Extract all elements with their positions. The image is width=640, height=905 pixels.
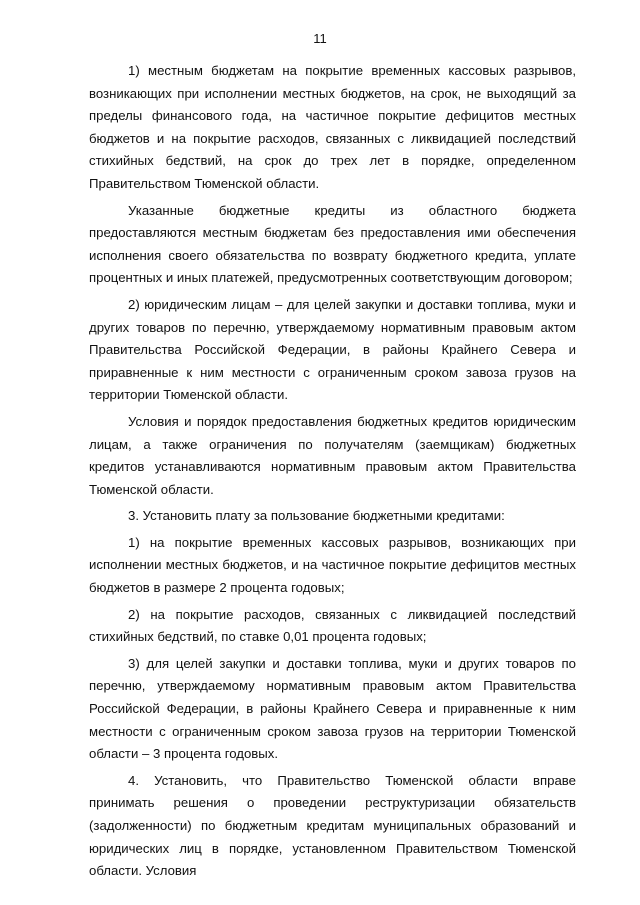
paragraph-credit-conditions: Условия и порядок предоставления бюджетных кредитов юридическим лицам, а также ограничения по получателям (заемщикам) бюджетных кредитов устанавливаются нормативным правовым актом Правительства Тюменской области.: [89, 413, 576, 497]
document-body: [89, 60, 576, 883]
paragraph-section-4-restructuring: 4. Установить, что Правительство Тюменской области вправе принимать решения о проведении реструктуризации обязательств (задолженности) по бюджетным кредитам муниципальных образований и юридических лиц в порядке, установленном Правительством Тюменской области. Условия: [89, 772, 576, 879]
paragraph-rate-disasters: 2) на покрытие расходов, связанных с ликвидацией последствий стихийных бедствий, по ставке 0,01 процента годовых;: [89, 606, 576, 645]
paragraph-legal-entities: 2) юридическим лицам – для целей закупки и доставки топлива, муки и других товаров по перечню, утверждаемому нормативным правовым актом Правительства Российской Федерации, в районы Крайнего Севера и приравненные к ним местности с ограниченным сроком завоза грузов на территории Тюменской области.: [89, 296, 576, 403]
paragraph-local-budgets: 1) местным бюджетам на покрытие временных кассовых разрывов, возникающих при исполнении местных бюджетов, на срок, не выходящий за пределы финансового года, на частичное покрытие дефицитов местных бюджетов и на покрытие расходов, связанных с ликвидацией последствий стихийных бедствий, на срок до трех лет в порядке, определенном Правительством Тюменской области.: [89, 63, 576, 191]
paragraph-section-3-heading: 3. Установить плату за пользование бюджетными кредитами:: [128, 508, 505, 524]
paragraph-rate-fuel-delivery: 3) для целей закупки и доставки топлива, муки и других товаров по перечню, утверждаемому нормативным правовым актом Правительства Российской Федерации, в районы Крайнего Севера и приравненные к ним местности с ограниченным сроком завоза грузов на территории Тюменской области – 3 процента годовых.: [89, 655, 576, 762]
paragraph-rate-cash-gaps: 1) на покрытие временных кассовых разрывов, возникающих при исполнении местных бюджетов, и на частичное покрытие дефицитов местных бюджетов в размере 2 процента годовых;: [89, 534, 576, 596]
page-number: 11: [313, 31, 327, 46]
paragraph-credits-provided: Указанные бюджетные кредиты из областного бюджета предоставляются местным бюджетам без предоставления ими обеспечения исполнения своего обязательства по возврату бюджетного кредита, уплате процентных и иных платежей, предусмотренных соответствующим договором;: [89, 202, 576, 286]
